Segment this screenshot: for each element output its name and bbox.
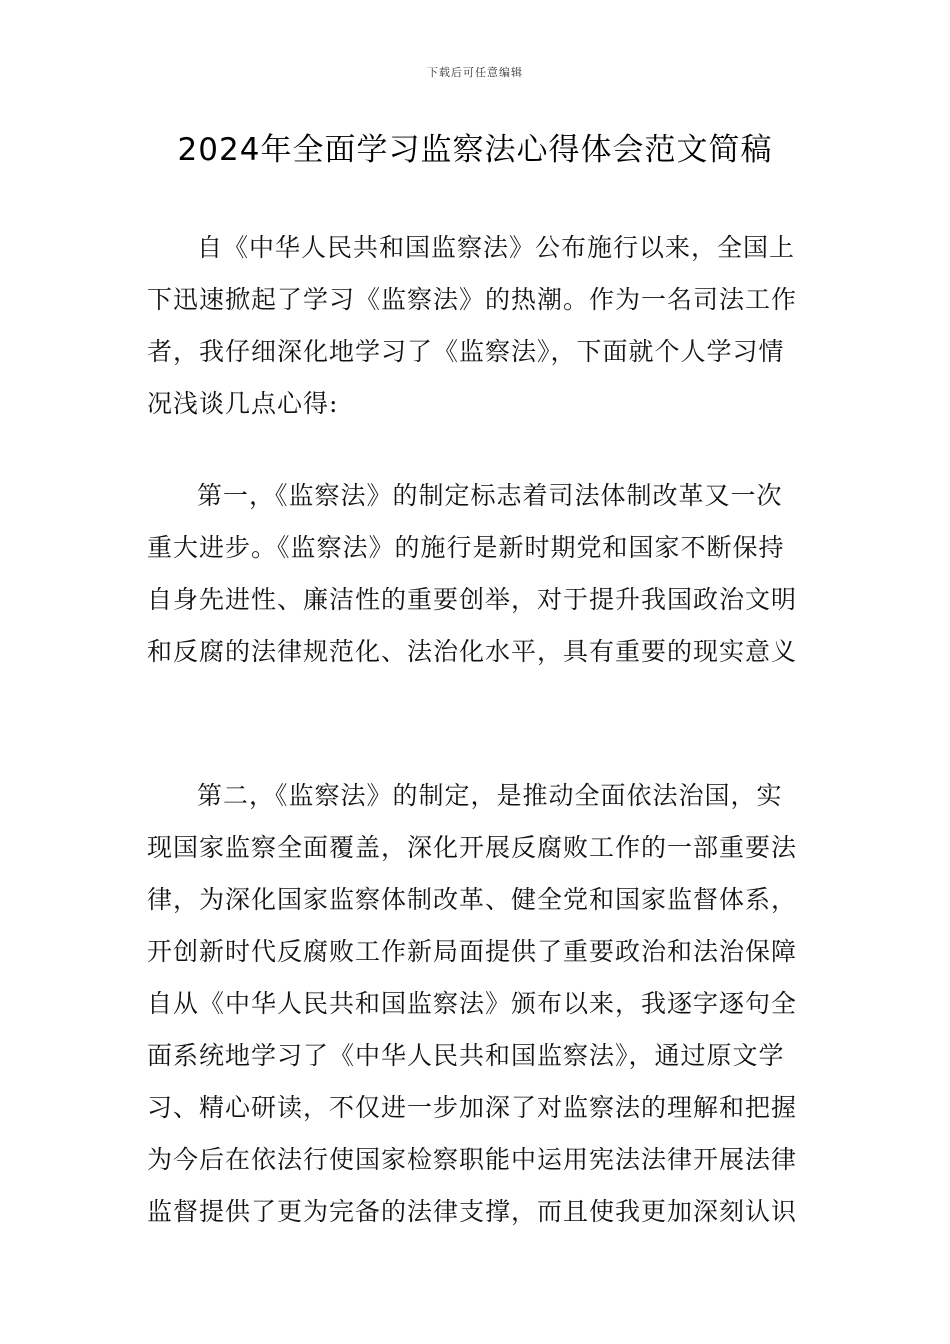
paragraph-line: 第二，《监察法》的制定，是推动全面依法治国，实 — [197, 781, 783, 810]
paragraph-line: 下迅速掀起了学习《监察法》的热潮。作为一名司法工作 — [147, 285, 798, 314]
paragraph-line: 重大进步。《监察法》的施行是新时期党和国家不断保持 — [147, 533, 785, 562]
paragraph-line: 开创新时代反腐败工作新局面提供了重要政治和法治保障 — [147, 937, 798, 966]
paragraph-first — [147, 470, 807, 678]
paragraph-line: 况浅谈几点心得: — [147, 389, 339, 418]
paragraph-line: 律，为深化国家监察体制改革、健全党和国家监督体系， — [147, 885, 798, 914]
paragraph-intro — [147, 222, 807, 430]
header-note: 下载后可任意编辑 — [427, 66, 523, 79]
paragraph-line: 和反腐的法律规范化、法治化水平，具有重要的现实意义 — [147, 637, 798, 666]
paragraph-line: 为今后在依法行使国家检察职能中运用宪法法律开展法律 — [147, 1145, 798, 1174]
paragraph-line: 习、精心研读，不仅进一步加深了对监察法的理解和把握 — [147, 1093, 798, 1122]
paragraph-line: 监督提供了更为完备的法律支撑，而且使我更加深刻认识 — [147, 1197, 798, 1226]
paragraph-line: 面系统地学习了《中华人民共和国监察法》，通过原文学 — [147, 1041, 785, 1070]
paragraph-line: 自身先进性、廉洁性的重要创举，对于提升我国政治文明 — [147, 585, 798, 614]
paragraph-line: 自从《中华人民共和国监察法》颁布以来，我逐字逐句全 — [147, 989, 798, 1018]
paragraph-line: 第一，《监察法》的制定标志着司法体制改革又一次 — [197, 481, 783, 510]
paragraph-line: 自《中华人民共和国监察法》公布施行以来，全国上 — [197, 233, 796, 262]
page-title: 2024年全面学习监察法心得体会范文简稿 — [177, 132, 773, 168]
paragraph-line: 者，我仔细深化地学习了《监察法》，下面就个人学习情 — [147, 337, 785, 366]
paragraph-line: 现国家监察全面覆盖，深化开展反腐败工作的一部重要法 — [147, 833, 798, 862]
paragraph-second — [147, 770, 807, 1238]
